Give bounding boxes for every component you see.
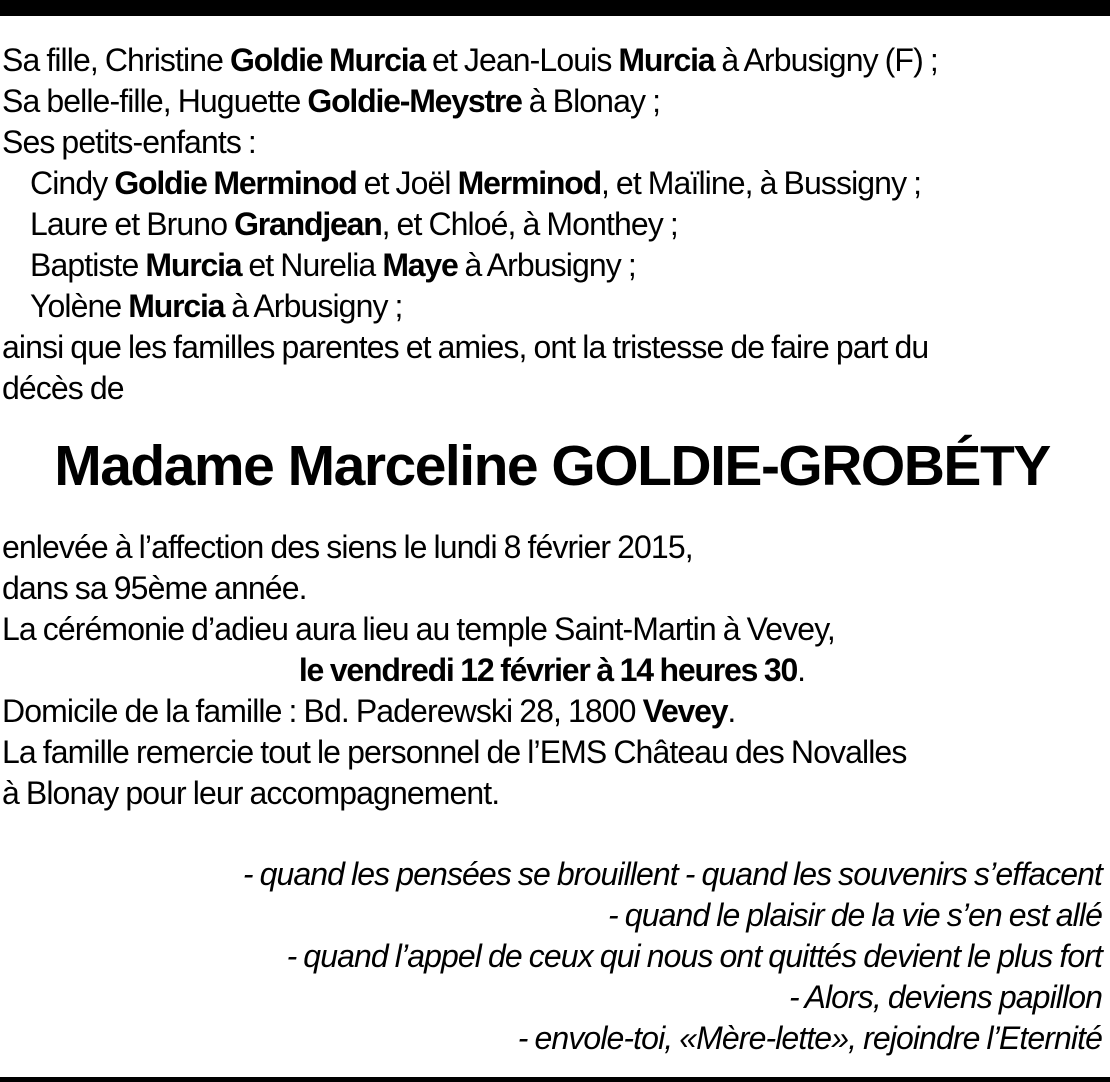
obituary-notice bbox=[2, 40, 1102, 1059]
text: Yolène bbox=[30, 288, 129, 324]
details-line: dans sa 95ème année. bbox=[2, 570, 307, 606]
grandchild-line bbox=[2, 286, 1102, 327]
city: Vevey bbox=[642, 693, 728, 729]
surname: Goldie-Meystre bbox=[307, 83, 522, 119]
deceased-name: Madame Marceline GOLDIE-GROBÉTY bbox=[54, 434, 1050, 498]
surname: Merminod bbox=[457, 165, 601, 201]
daughter-line bbox=[2, 40, 1102, 81]
text: et Jean-Louis bbox=[425, 42, 619, 78]
text: à Arbusigny ; bbox=[224, 288, 403, 324]
ceremony-date: le vendredi 12 février à 14 heures 30 bbox=[298, 652, 798, 688]
daughter-in-law-line bbox=[2, 81, 1102, 122]
text: et Nurelia bbox=[241, 247, 383, 283]
text: Sa fille, Christine bbox=[2, 42, 230, 78]
poem bbox=[2, 854, 1102, 1059]
surname: Murcia bbox=[618, 42, 715, 78]
poem-line: - quand les pensées se brouillent - quand les souvenirs s’effacent bbox=[242, 856, 1102, 892]
thanks-line: à Blonay pour leur accompagnement. bbox=[2, 775, 500, 811]
text: à Blonay ; bbox=[521, 83, 661, 119]
ceremony-date-line bbox=[2, 650, 1102, 691]
surname: Murcia bbox=[128, 288, 225, 324]
text: à Arbusigny (F) ; bbox=[714, 42, 938, 78]
details-line: enlevée à l’affection des siens le lundi 8 février 2015, bbox=[2, 529, 693, 565]
text: Sa belle-fille, Huguette bbox=[2, 83, 308, 119]
text: . bbox=[727, 693, 736, 729]
text: Domicile de la famille : Bd. Paderewski 28, 1800 bbox=[2, 693, 643, 729]
text: . bbox=[797, 652, 806, 688]
poem-line: - envole-toi, «Mère-lette», rejoindre l’Eternité bbox=[517, 1020, 1102, 1056]
text: et Joël bbox=[356, 165, 458, 201]
bottom-rule bbox=[0, 1077, 1110, 1082]
text: Cindy bbox=[30, 165, 115, 201]
text: Laure et Bruno bbox=[30, 206, 235, 242]
poem-line: - Alors, deviens papillon bbox=[788, 979, 1102, 1015]
details-line: La cérémonie d’adieu aura lieu au temple Saint-Martin à Vevey, bbox=[2, 611, 835, 647]
surname: Murcia bbox=[145, 247, 242, 283]
grandchild-line bbox=[2, 204, 1102, 245]
top-rule bbox=[0, 0, 1110, 16]
spacer bbox=[2, 814, 1102, 854]
thanks-line: La famille remercie tout le personnel de l’EMS Château des Novalles bbox=[2, 734, 907, 770]
surname: Grandjean bbox=[234, 206, 382, 242]
surname: Goldie Murcia bbox=[230, 42, 425, 78]
surname: Maye bbox=[382, 247, 458, 283]
domicile-line bbox=[2, 691, 1102, 732]
poem-line: - quand le plaisir de la vie s’en est allé bbox=[608, 897, 1102, 933]
text: Baptiste bbox=[30, 247, 146, 283]
closing-line: décès de bbox=[2, 370, 124, 406]
grandchild-line bbox=[2, 245, 1102, 286]
grandchildren-heading: Ses petits-enfants : bbox=[2, 124, 256, 160]
text: à Arbusigny ; bbox=[457, 247, 636, 283]
text: , et Chloé, à Monthey ; bbox=[381, 206, 678, 242]
grandchild-line bbox=[2, 163, 1102, 204]
poem-line: - quand l’appel de ceux qui nous ont quittés devient le plus fort bbox=[286, 938, 1102, 974]
closing-line: ainsi que les familles parentes et amies, ont la tristesse de faire part du bbox=[2, 329, 929, 365]
surname: Goldie Merminod bbox=[114, 165, 357, 201]
text: , et Maïline, à Bussigny ; bbox=[600, 165, 922, 201]
